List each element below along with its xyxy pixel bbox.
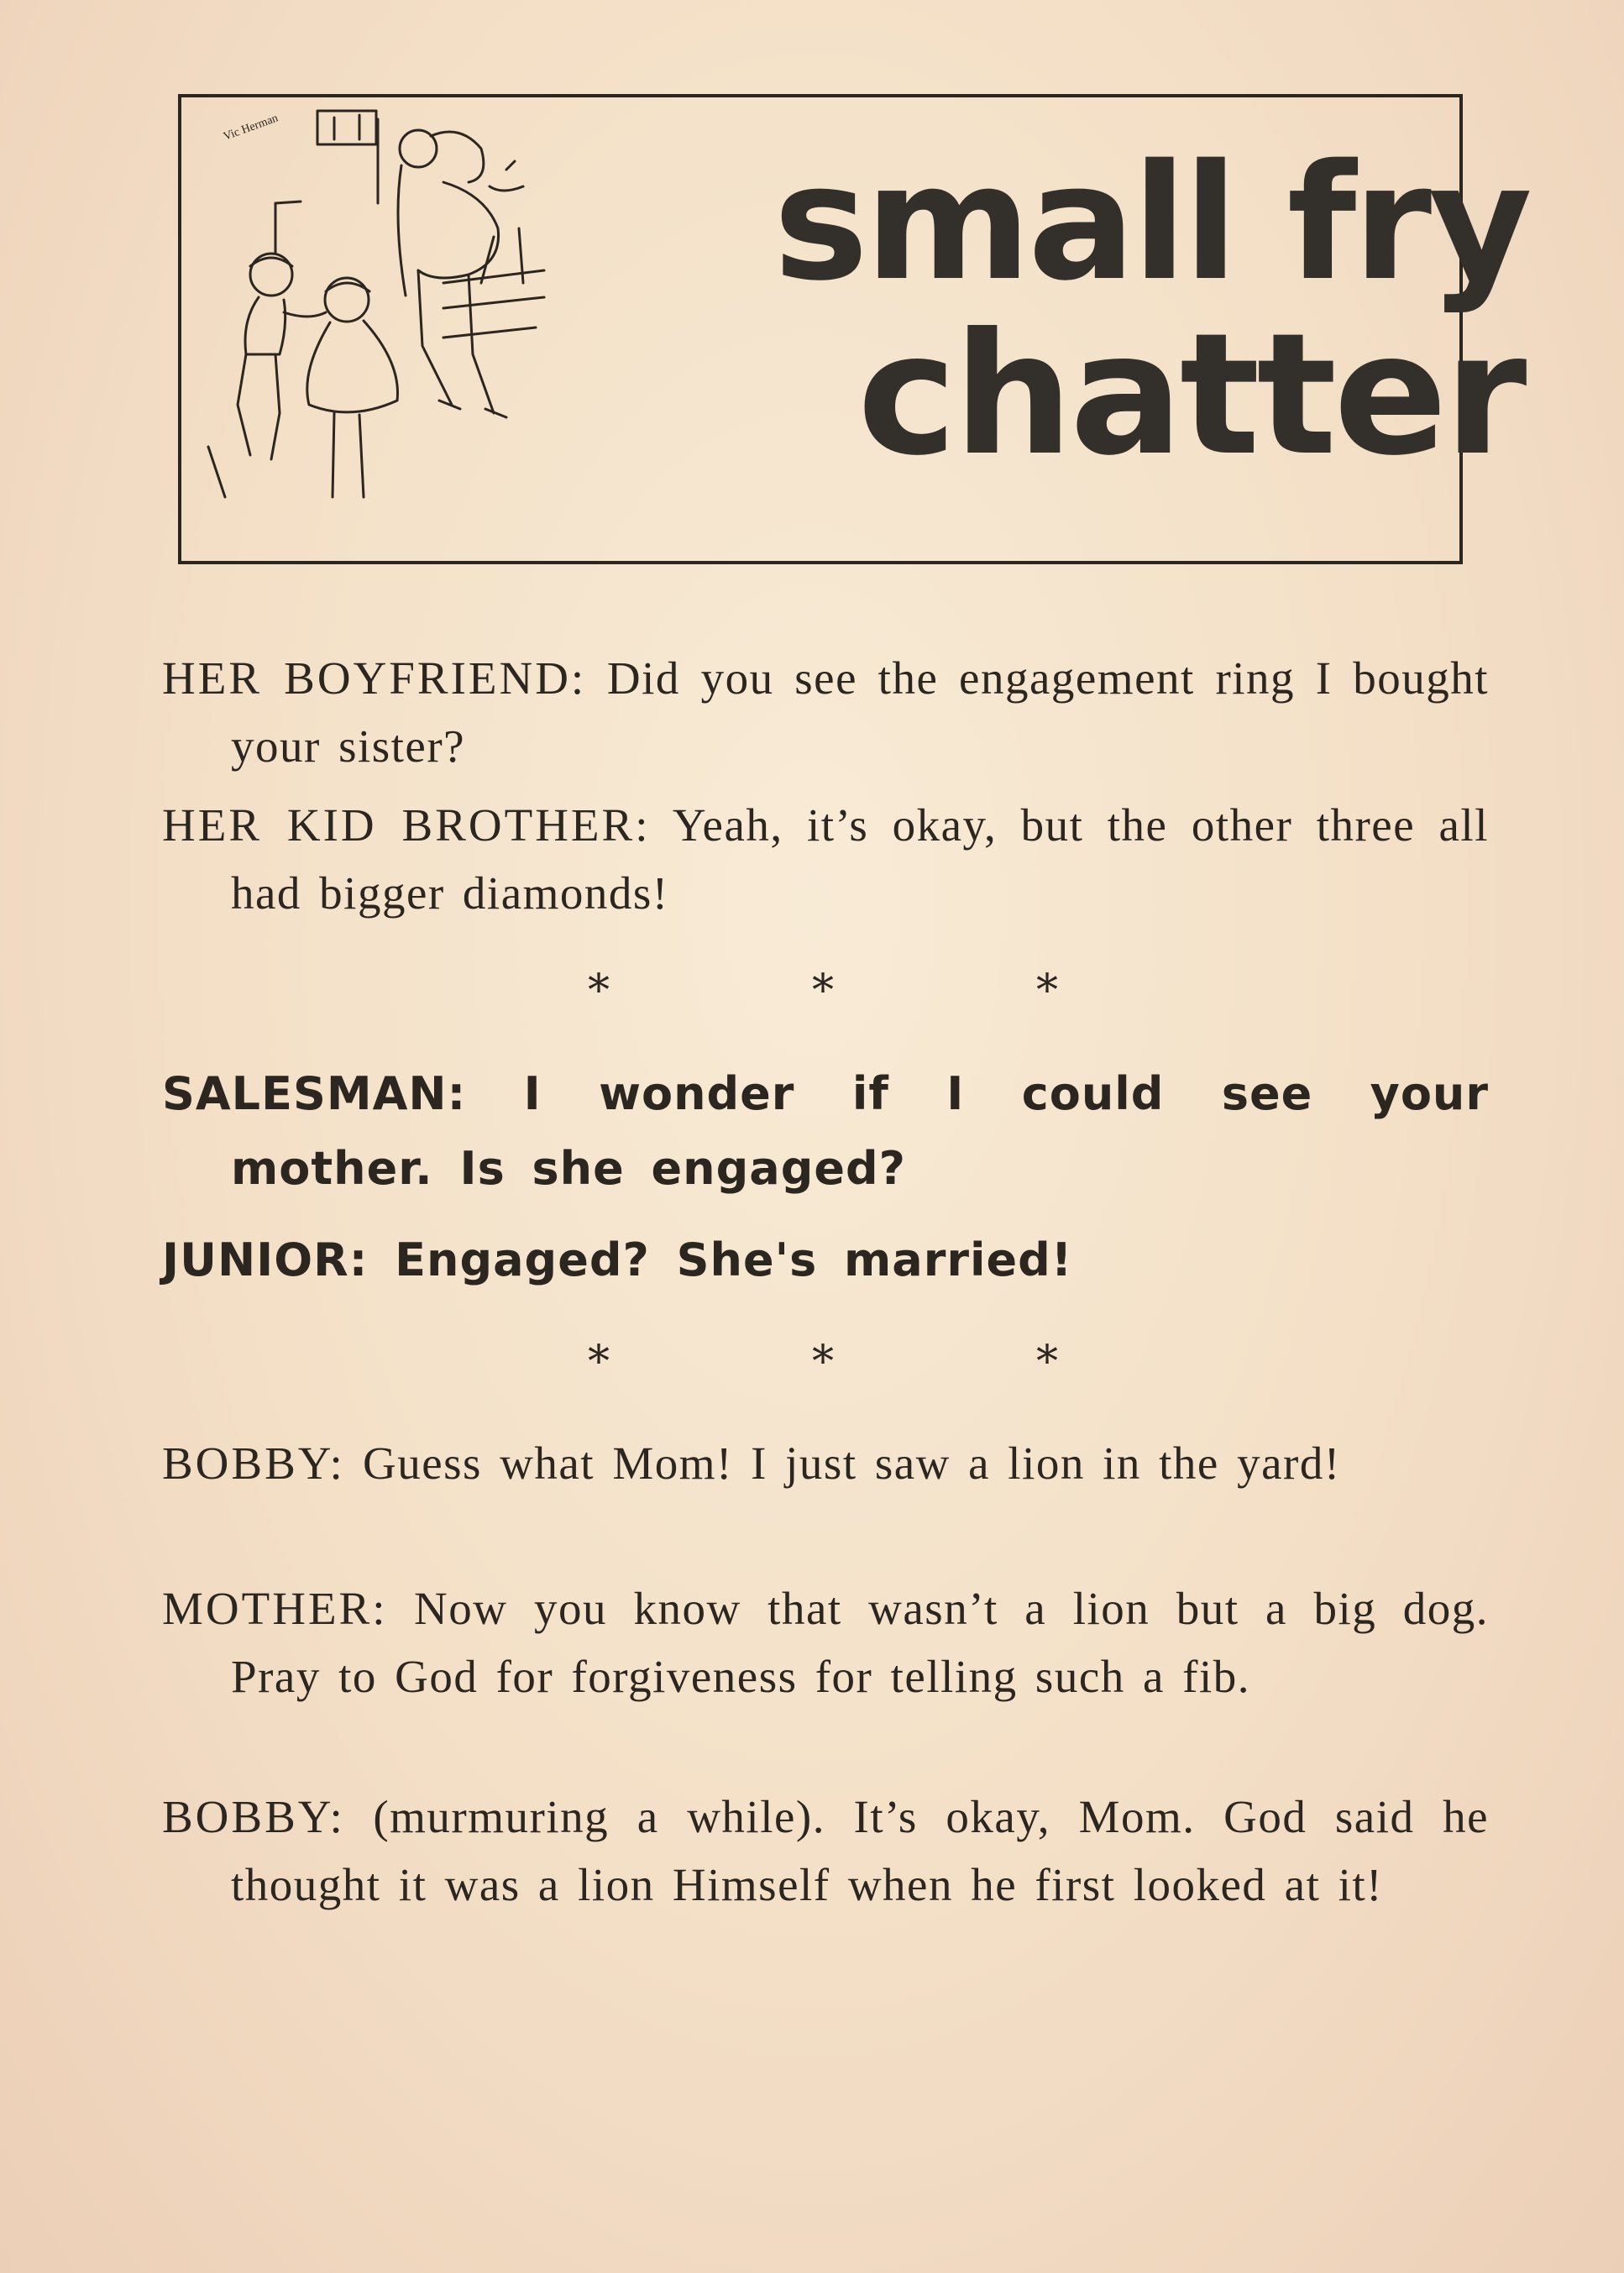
speaker-label: BOBBY:	[162, 1791, 345, 1842]
dialogue-line	[162, 1574, 1489, 1710]
family-cartoon-illustration	[191, 102, 729, 556]
dialogue-text: I wonder if I could see your mother. Is she engaged?	[231, 1067, 1489, 1195]
dialogue-line	[162, 1223, 1489, 1297]
dialogue-line	[162, 1783, 1489, 1919]
title-line-1: small fry	[773, 130, 1529, 316]
divider-asterisk: *	[812, 1337, 834, 1387]
dialogue-line	[162, 644, 1489, 780]
section-divider	[588, 1337, 1058, 1387]
section-divider	[588, 966, 1058, 1016]
divider-asterisk: *	[588, 1337, 610, 1387]
speaker-label: MOTHER:	[162, 1583, 388, 1634]
dialogue-text: (murmuring a while). It’s okay, Mom. God said he thought it was a lion Himself when he first looked at it!	[231, 1791, 1489, 1910]
dialogue-line	[162, 791, 1489, 927]
divider-asterisk: *	[812, 966, 834, 1016]
dialogue-text: Now you know that wasn’t a lion but a big dog. Pray to God for forgiveness for telling such a fib.	[231, 1583, 1490, 1702]
illustration-signature: Vic Herman	[222, 112, 280, 144]
header-box	[178, 94, 1529, 564]
speaker-label: JUNIOR:	[162, 1233, 369, 1286]
dialogue-line	[162, 1429, 1489, 1497]
dialogue-text: Yeah, it’s okay, but the other three all had bigger diamonds!	[231, 799, 1489, 919]
speaker-label: HER BOYFRIEND:	[162, 652, 587, 704]
divider-asterisk: *	[588, 966, 610, 1016]
divider-asterisk: *	[1036, 966, 1058, 1016]
dialogue-text: Did you see the engagement ring I bought your sister?	[231, 652, 1490, 772]
dialogue-text: Engaged? She's married!	[395, 1233, 1073, 1286]
divider-asterisk: *	[1036, 1337, 1058, 1387]
title-line-2: chatter	[857, 297, 1524, 493]
speaker-label: HER KID BROTHER:	[162, 799, 651, 851]
dialogue-line	[162, 1056, 1489, 1206]
dialogue-text: Guess what Mom! I just saw a lion in the yard!	[362, 1438, 1341, 1489]
speaker-label: BOBBY:	[162, 1438, 345, 1489]
speaker-label: SALESMAN:	[162, 1067, 467, 1120]
